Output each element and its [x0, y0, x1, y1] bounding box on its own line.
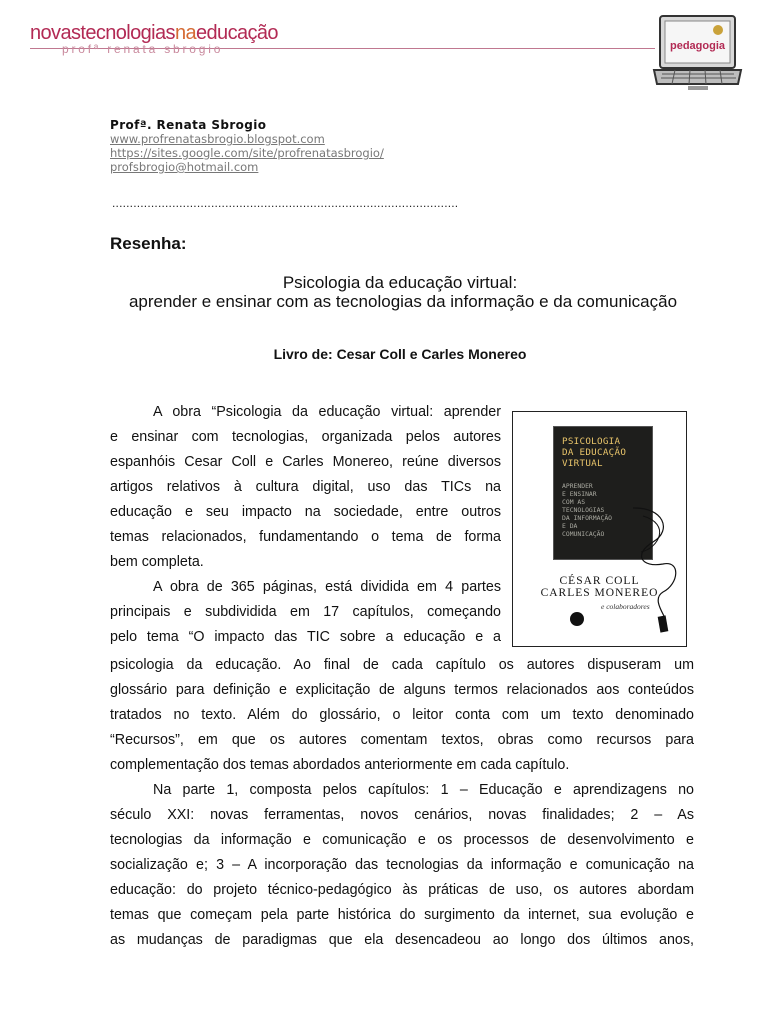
body-line: pelo tema “O impacto das TIC sobre a educação e a [110, 629, 501, 645]
document-subtitle: aprender e ensinar com as tecnologias da informação e da comunicação [128, 292, 678, 311]
section-heading: Resenha: [110, 234, 187, 253]
body-line: espanhóis Cesar Coll e Carles Monereo, reúne diversos [110, 454, 501, 470]
author-name: Profª. Renata Sbrogio [110, 118, 267, 132]
body-line: tratados no texto. Além do glossário, o leitor conta com um texto denominado [110, 707, 694, 723]
body-line: e ensinar com tecnologias, organizada pelos autores [110, 429, 501, 445]
body-line: A obra de 365 páginas, está dividida em 4 partes [153, 579, 501, 595]
body-line: Na parte 1, composta pelos capítulos: 1 – Educação e aprendizagens no [153, 782, 694, 798]
book-cover-collab: e colaboradores [601, 602, 650, 611]
body-line: principais e subdividida em 17 capítulos, começando [110, 604, 501, 620]
blog-link[interactable]: www.profrenatasbrogio.blogspot.com [110, 132, 325, 146]
document-title: Psicologia da educação virtual: [282, 273, 518, 292]
book-cover-image [512, 411, 687, 647]
book-cover-subtitle: APRENDER E ENSINAR COM AS TECNOLOGIAS DA INFORMAÇÃO E DA COMUNICAÇÃO [562, 482, 613, 538]
body-line: educação e seu impacto na sociedade, entre outros [110, 504, 501, 520]
body-line: bem completa. [110, 554, 204, 570]
laptop-icon [650, 12, 745, 94]
site-link[interactable]: https://sites.google.com/site/profrenatasbrogio/ [110, 146, 384, 160]
body-line: temas relacionados, fundamentando o tema de forma [110, 529, 501, 545]
body-line: glossário para definição e explicitação de alguns termos relacionados aos conteúdos [110, 682, 694, 698]
body-line: educação: do projeto técnico-pedagógico às práticas de uso, os autores abordam [110, 882, 694, 898]
body-line: temas que começam pela parte histórica do surgimento da internet, sua evolução e [110, 907, 694, 923]
body-line: complementação dos temas abordados anteriormente em cada capítulo. [110, 757, 570, 773]
contact-block [110, 118, 384, 174]
usb-cable-icon [513, 412, 686, 646]
publisher-logo-icon [570, 612, 584, 626]
dotted-separator: .................................................................................................. [112, 196, 459, 210]
email-link[interactable]: profsbrogio@hotmail.com [110, 160, 259, 174]
laptop-label: pedagogia [669, 40, 726, 52]
book-cover-authors: CÉSAR COLL CARLES MONEREO [540, 575, 659, 599]
page-header [0, 0, 768, 100]
body-line: A obra “Psicologia da educação virtual: aprender [153, 404, 501, 420]
body-line: psicologia da educação. Ao final de cada capítulo os autores dispuseram um [110, 657, 694, 673]
body-line: socialização e; 3 – A incorporação das tecnologias da informação e comunicação na [110, 857, 694, 873]
body-line: as mudanças de paradigmas que ela desencadeou ao longo dos últimos anos, [110, 932, 694, 948]
brand-logo-text: novastecnologiasnaeducação [30, 22, 278, 44]
book-cover-title: PSICOLOGIA DA EDUCAÇÃO VIRTUAL [562, 436, 627, 469]
book-authors-line: Livro de: Cesar Coll e Carles Monereo [273, 346, 527, 362]
body-line: artigos relativos à cultura digital, uso das TICs na [110, 479, 501, 495]
brand-subtitle: profª renata sbrogio [62, 42, 224, 56]
body-line: “Recursos”, em que os autores comentam textos, obras como recursos para [110, 732, 694, 748]
body-line: século XXI: novas ferramentas, novos cenários, novas finalidades; 2 – As [110, 807, 694, 823]
body-line: tecnologias da informação e comunicação e os processos de desenvolvimento e [110, 832, 694, 848]
